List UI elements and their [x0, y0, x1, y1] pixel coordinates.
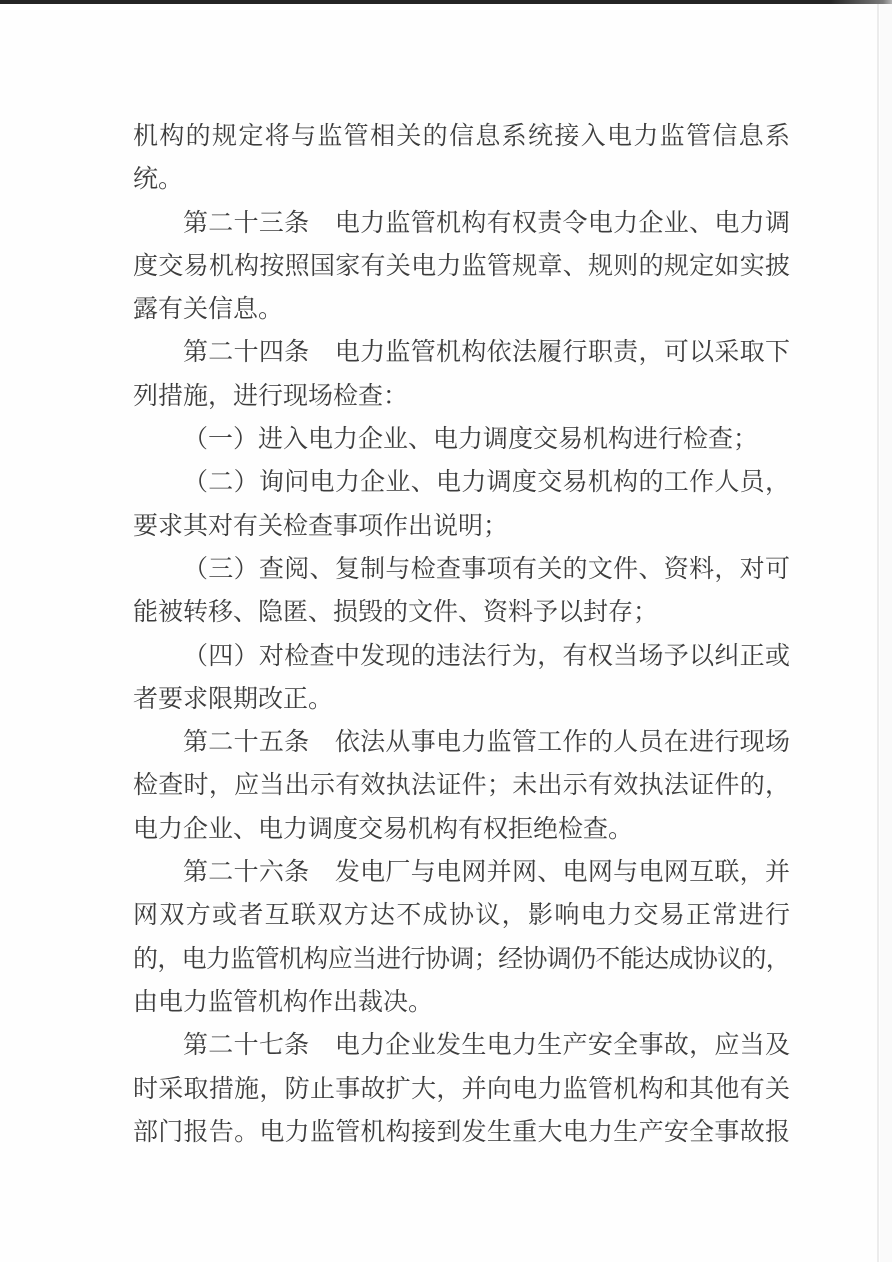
text-line: 第二十六条 发电厂与电网并网、电网与电网互联，并	[183, 859, 790, 887]
text-line: 者要求限期改正。	[133, 685, 334, 713]
scan-right-shade-artifact	[880, 4, 892, 1262]
text-line: 第二十七条 电力企业发生电力生产安全事故，应当及	[183, 1032, 790, 1060]
text-line: 要求其对有关检查事项作出说明；	[133, 512, 509, 540]
text-line: 的，电力监管机构应当进行协调；经协调仍不能达成协议的，	[133, 945, 790, 973]
text-line: 网双方或者互联双方达不成协议，影响电力交易正常进行	[133, 902, 790, 930]
text-line: 第二十五条 依法从事电力监管工作的人员在进行现场	[183, 729, 790, 757]
text-line: （二）询问电力企业、电力调度交易机构的工作人员，	[183, 469, 790, 497]
scan-top-edge-artifact	[0, 0, 892, 4]
text-line: （四）对检查中发现的违法行为，有权当场予以纠正或	[183, 642, 790, 670]
text-line: （一）进入电力企业、电力调度交易机构进行检查；	[183, 426, 759, 454]
text-line: 度交易机构按照国家有关电力监管规章、规则的规定如实披	[133, 252, 790, 280]
text-line: 统。	[133, 166, 184, 194]
text-line: 由电力监管机构作出裁决。	[133, 988, 434, 1016]
text-line: 露有关信息。	[133, 296, 284, 324]
scan-right-line-artifact	[877, 4, 879, 1262]
text-line: 第二十三条 电力监管机构有权责令电力企业、电力调	[183, 209, 790, 237]
text-line: 检查时，应当出示有效执法证件；未出示有效执法证件的，	[133, 772, 790, 800]
document-text-block	[133, 115, 790, 1154]
text-line: 时采取措施，防止事故扩大，并向电力监管机构和其他有关	[133, 1075, 790, 1103]
text-line: （三）查阅、复制与检查事项有关的文件、资料，对可	[183, 555, 790, 583]
text-line: 部门报告。电力监管机构接到发生重大电力生产安全事故报	[133, 1118, 790, 1146]
text-line: 能被转移、隐匿、损毁的文件、资料予以封存；	[133, 599, 659, 627]
text-line: 列措施，进行现场检查：	[133, 382, 409, 410]
text-line: 第二十四条 电力监管机构依法履行职责，可以采取下	[183, 339, 790, 367]
text-line: 电力企业、电力调度交易机构有权拒绝检查。	[133, 815, 634, 843]
text-line: 机构的规定将与监管相关的信息系统接入电力监管信息系	[133, 123, 790, 150]
